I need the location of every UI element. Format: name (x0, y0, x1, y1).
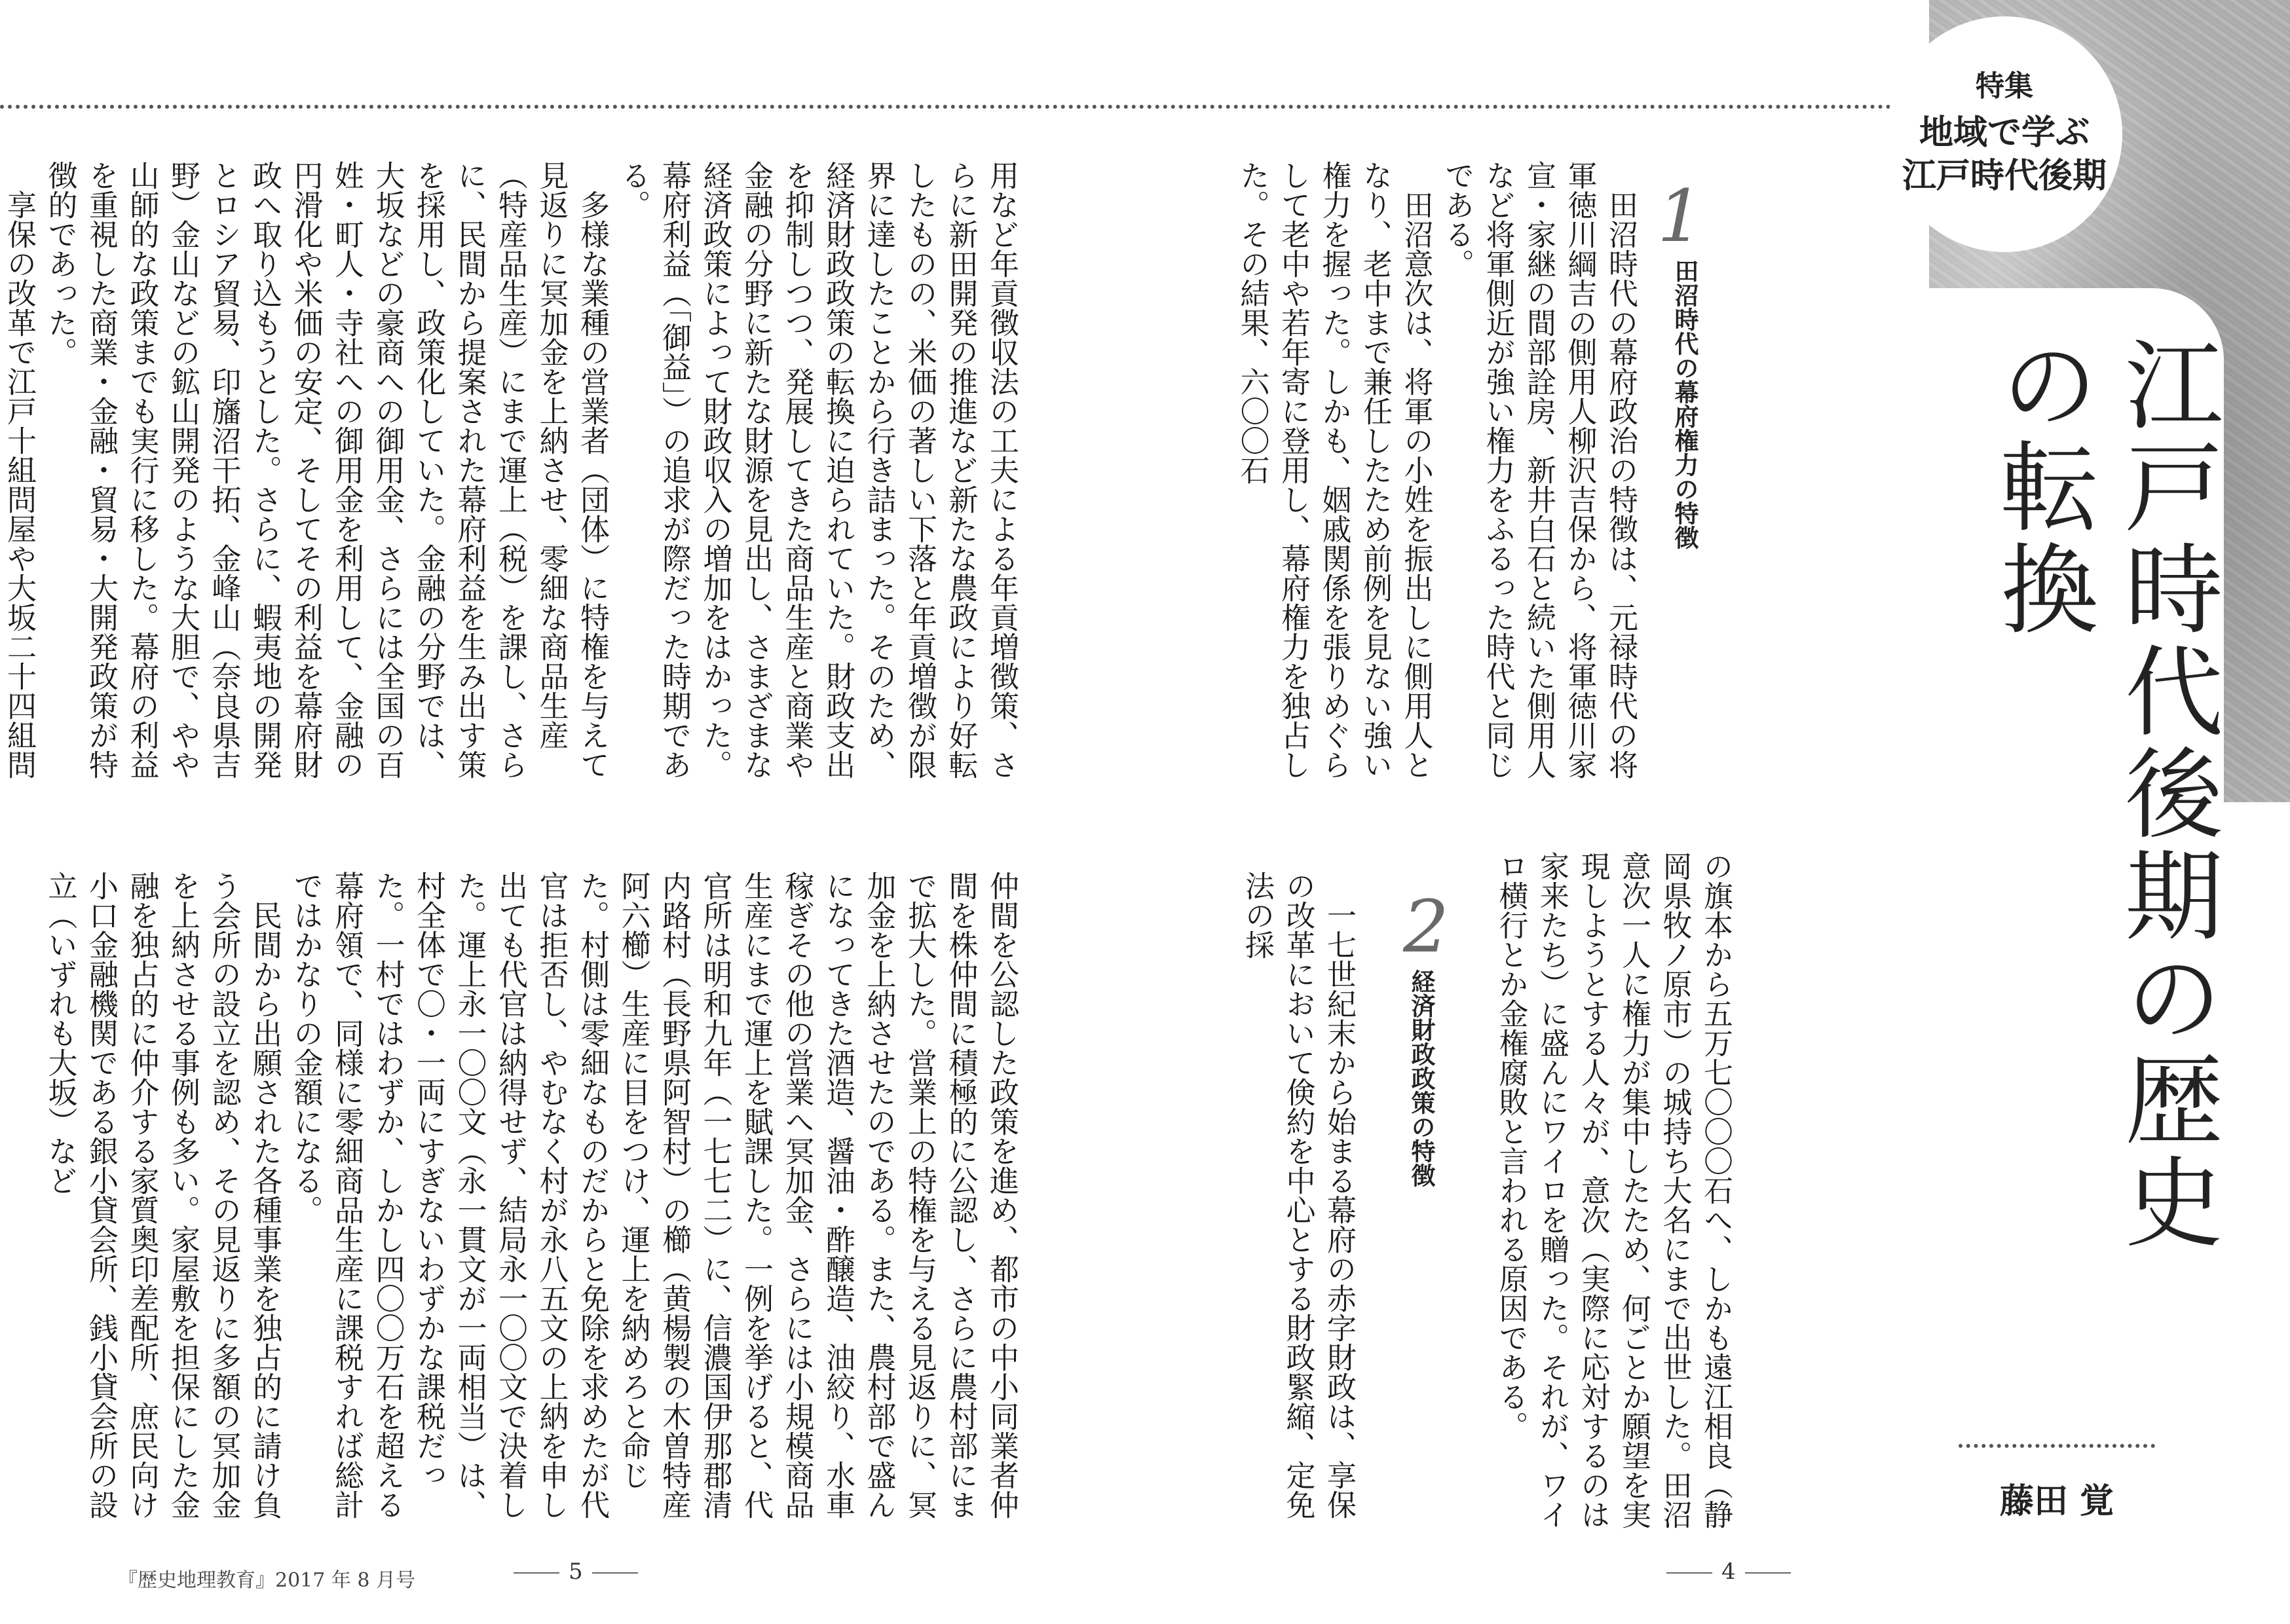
author-dotted-rule (1959, 1444, 2155, 1448)
page5-bottom-text (43, 871, 1022, 1532)
dash-decoration (1745, 1572, 1791, 1574)
author-name: 藤田 覚 (1999, 1482, 2114, 1521)
badge-title-line2: 江戸時代後期 (1902, 157, 2107, 196)
paragraph: 多様な業種の営業者（団体）に特権を与えて見返りに冥加金を上納させ、零細な商品生産（特産品生産）にまで運上（税）を課し、さらに、民間から提案された幕府利益を生み出す策を採用し、政策化していた。金融の分野では、大坂などの豪商への御用金、さらには全国の百姓・町人・寺社への御用金を利用して、金融の円滑化や米価の安定、そしてその利益を幕府財政へ取り込もうとした。さらに、蝦夷地の開発とロシア貿易、印旛沼干拓、金峰山（奈良県吉野）金山などの鉱山開発のような大胆で、やや山師的な政策までも実行に移した。幕府の利益を重視した商業・金融・貿易・大開発政策が特徴的であった。 (43, 160, 610, 779)
dash-decoration (592, 1572, 638, 1574)
page5-top-text (2, 160, 1022, 805)
section-2-number: 2 (1403, 885, 1449, 969)
page-number-left (504, 1559, 647, 1585)
article-title: 江戸時代後期の歴史の転換 (1983, 334, 2222, 1253)
badge-title-line1: 地域で学ぶ (1919, 113, 2090, 153)
paragraph: 一七世紀末から始まる幕府の赤字財政は、享保の改革において倹約を中心とする財政緊縮、定免法の採 (1240, 871, 1357, 1519)
paragraph: 享保の改革で江戸十組問屋や大坂二十四組問 (2, 190, 37, 779)
page-number-text: 5 (569, 1559, 583, 1585)
badge-title (1886, 111, 2122, 198)
paragraph: 仲間を公認した政策を進め、都市の中小同業者仲間を株仲間に積極的に公認し、さらに農村部にまで拡大した。営業上の特権を与える見返りに、冥加金を上納させたのである。また、農村部で盛んになってきた酒造、醤油・酢醸造、油絞り、水車稼ぎその他の営業へ冥加金、さらには小規模商品生産にまで運上を賦課した。一例を挙げると、代官所は明和九年（一七七二）に、信濃国伊那郡清内路村（長野県阿智村）の櫛（黄楊製の木曽特産阿六櫛）生産に目をつけ、運上を納めろと命じた。村側は零細なものだからと免除を求めたが代官は拒否し、やむなく村が永八五文の上納を申し出ても代官は納得せず、結局永一〇〇文で決着した。運上永一〇〇文（永一貫文が一両相当）は、村全体で〇・一両にすぎないわずかな課税だった。一村ではわずか、しかし四〇〇万石を超える幕府領で、同様に零細商品生産に課税すれば総計ではかなりの金額になる。 (288, 871, 1019, 1519)
paragraph: 田沼時代の幕府政治の特徴は、元禄時代の将軍徳川綱吉の側用人柳沢吉保から、将軍徳川家宣・家継の間部詮房、新井白石と続いた側用人など将軍側近が強い権力をふるった時代と同じである。 (1440, 160, 1638, 779)
page4-bottom-text-a (1493, 851, 1736, 1532)
section-1-heading: 田沼時代の幕府権力の特徴 (1670, 259, 1699, 549)
paragraph: 田沼意次は、将軍の小姓を振出しに側用人となり、老中まで兼任したため前例を見ない強い権力を握った。しかも、姻戚関係を張りめぐらして老中や若年寄に登用し、幕府権力を独占した。その結果、六〇〇石 (1235, 160, 1434, 779)
dash-decoration (514, 1572, 559, 1574)
page-number-text: 4 (1721, 1559, 1736, 1585)
paragraph: 民間から出願された各種事業を独占的に請け負う会所の設立を認め、その見返りに多額の冥加金を上納させる事例も多い。家屋敷を担保にした金融を独占的に仲介する家質奥印差配所、庶民向け小口金融機関である銀小貸会所、銭小貸会所の設立（いずれも大坂）など (43, 871, 282, 1519)
page-number-right (1657, 1559, 1800, 1585)
badge-label: 特集 (1976, 69, 2033, 103)
section-1-number: 1 (1657, 174, 1703, 258)
top-dotted-rule (0, 105, 1939, 109)
page4-top-text (1235, 160, 1641, 805)
paragraph: の旗本から五万七〇〇〇石へ、しかも遠江相良（静岡県牧ノ原市）の城持ち大名にまで出世した。田沼意次一人に権力が集中したため、何ごとか願望を実現しようとする人々が、意次（実際に応対するのは家来たち）に盛んにワイロを贈った。それが、ワイロ横行とか金権腐敗と言われる原因である。 (1493, 851, 1733, 1529)
dash-decoration (1666, 1572, 1712, 1574)
paragraph: 用など年貢徴収法の工夫による年貢増徴策、さらに新田開発の推進など新たな農政により好転したものの、米価の著しい下落と年貢増徴が限界に達したことから行き詰まった。そのため、経済財政政策の転換に迫られていた。財政支出を抑制しつつ、発展してきた商品生産と商業や金融の分野に新たな財源を見出し、さまざまな経済政策によって財政収入の増加をはかった。幕府利益（「御益」）の追求が際だった時期である。 (616, 160, 1019, 779)
section-2-heading: 経済財政政策の特徴 (1407, 969, 1435, 1187)
journal-citation: 『歴史地理教育』2017 年 8 月号 (118, 1569, 416, 1592)
page4-bottom-text-b (1240, 871, 1359, 1532)
